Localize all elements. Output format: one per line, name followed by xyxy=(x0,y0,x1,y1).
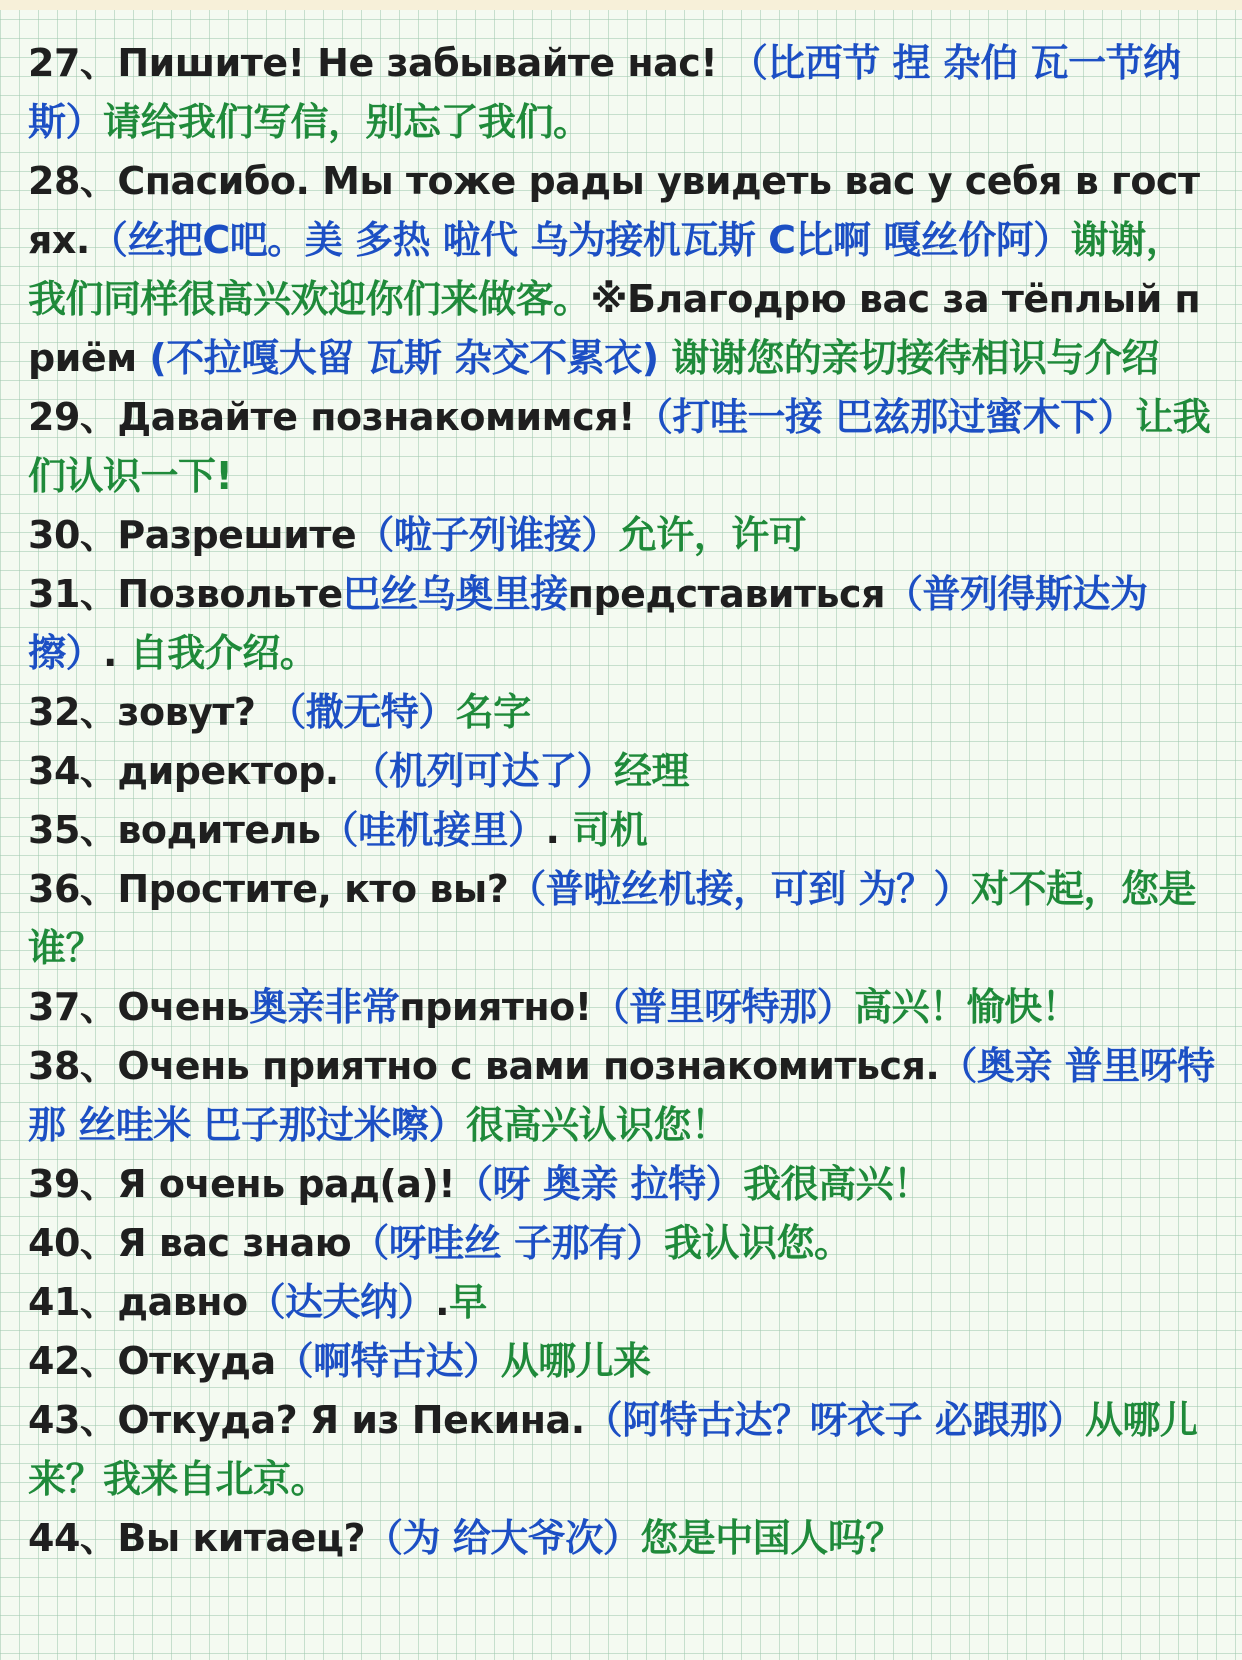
pronunciation-text: （为 给大爷次） xyxy=(365,1516,641,1560)
pronunciation-text: 奥亲非常 xyxy=(249,985,400,1029)
chinese-translation: 很高兴认识您！ xyxy=(465,1103,729,1147)
chinese-translation: 名字 xyxy=(455,690,531,734)
chinese-translation: 我认识您。 xyxy=(663,1221,852,1265)
pronunciation-text: （哇机接里） xyxy=(320,808,546,852)
pronunciation-text: （普里呀特那） xyxy=(591,985,855,1029)
phrase-entry-41 xyxy=(28,1273,1218,1332)
chinese-translation: 早 xyxy=(449,1280,487,1324)
russian-text: 29、Давайте познакомимся! xyxy=(28,395,635,439)
chinese-translation: 自我介绍。 xyxy=(129,631,318,675)
chinese-translation: 谢谢您的亲切接待相识与介绍 xyxy=(671,336,1159,380)
russian-text: представиться xyxy=(567,572,885,616)
phrase-entry-39 xyxy=(28,1155,1218,1214)
phrase-entry-34 xyxy=(28,742,1218,801)
phrase-entry-37 xyxy=(28,978,1218,1037)
chinese-translation: 让我们认识一下! xyxy=(28,395,1211,498)
phrase-entry-43 xyxy=(28,1391,1218,1509)
chinese-translation: 司机 xyxy=(572,808,648,852)
pronunciation-text: 巴丝乌奥里接 xyxy=(342,572,568,616)
phrase-entry-27 xyxy=(28,34,1218,152)
phrase-entry-30 xyxy=(28,506,1218,565)
russian-text: 41、давно xyxy=(28,1280,248,1324)
russian-text: 32、зовут? xyxy=(28,690,269,734)
russian-text: 39、Я очень рад(а)! xyxy=(28,1162,456,1206)
phrase-entry-35 xyxy=(28,801,1218,860)
chinese-translation: 谢谢，我们同样很高兴欢迎你们来做客。 xyxy=(28,218,1184,321)
chinese-translation: 从哪儿来？我来自北京。 xyxy=(28,1398,1198,1501)
chinese-translation: 经理 xyxy=(613,749,689,793)
phrase-entry-40 xyxy=(28,1214,1218,1273)
russian-text: . xyxy=(103,631,130,675)
top-decorative-strip xyxy=(0,0,1242,10)
russian-text: 40、Я вас знаю xyxy=(28,1221,352,1265)
pronunciation-text: （阿特古达？呀衣子 必跟那） xyxy=(584,1398,1085,1442)
chinese-translation: 高兴！愉快！ xyxy=(854,985,1080,1029)
russian-text: 42、Откуда xyxy=(28,1339,276,1383)
russian-text: 38、Очень приятно с вами познакомиться. xyxy=(28,1044,940,1088)
phrase-entry-38 xyxy=(28,1037,1218,1155)
pronunciation-text: （比西节 捏 杂伯 瓦一节纳斯） xyxy=(28,41,1181,144)
phrase-entry-36 xyxy=(28,860,1218,978)
pronunciation-text: （撒无特） xyxy=(268,690,456,734)
russian-text: 30、Разрешите xyxy=(28,513,357,557)
phrase-entry-29 xyxy=(28,388,1218,506)
chinese-translation: 从哪儿来 xyxy=(500,1339,651,1383)
pronunciation-text: （呀哇丝 子那有） xyxy=(351,1221,664,1265)
pronunciation-text: （呀 奥亲 拉特） xyxy=(455,1162,744,1206)
pronunciation-text: （丝把C吧。美 多热 啦代 乌为接机瓦斯 C比啊 嘎丝价阿） xyxy=(89,218,1071,262)
chinese-translation: 对不起，您是谁？ xyxy=(28,867,1196,970)
chinese-translation: 我很高兴！ xyxy=(743,1162,931,1206)
pronunciation-text: （啦子列谁接） xyxy=(356,513,619,557)
russian-text: ※Благодрю вас за тёплый приём xyxy=(28,277,1201,380)
pronunciation-text: （啊特古达） xyxy=(275,1339,501,1383)
russian-text: 36、Простите, кто вы? xyxy=(28,867,509,911)
russian-text: 43、Откуда? Я из Пекина. xyxy=(28,1398,585,1442)
pronunciation-text: （普列得斯达为擦） xyxy=(28,572,1148,675)
chinese-translation: 您是中国人吗？ xyxy=(640,1516,903,1560)
phrase-list xyxy=(28,34,1218,1568)
russian-text: 28、Спасибо. Мы тоже рады увидеть вас у себя в гостях. xyxy=(28,159,1200,262)
phrase-entry-44 xyxy=(28,1509,1218,1568)
russian-text: 37、Очень xyxy=(28,985,250,1029)
phrase-entry-28 xyxy=(28,152,1218,388)
russian-text: 34、директор. xyxy=(28,749,352,793)
phrase-entry-32 xyxy=(28,683,1218,742)
pronunciation-text: （普啦丝机接，可到 为？） xyxy=(508,867,971,911)
phrase-entry-42 xyxy=(28,1332,1218,1391)
russian-text: приятно! xyxy=(399,985,592,1029)
russian-text: . xyxy=(545,808,573,852)
pronunciation-text: （机列可达了） xyxy=(351,749,614,793)
chinese-translation: 允许，许可 xyxy=(618,513,807,557)
russian-text: 35、водитель xyxy=(28,808,321,852)
pronunciation-text: (不拉嘎大留 瓦斯 杂交不累衣) xyxy=(149,336,672,380)
pronunciation-text: （达夫纳） xyxy=(247,1280,436,1324)
russian-text: 44、Вы китаец? xyxy=(28,1516,366,1560)
russian-text: 27、Пишите! Не забывайте нас! xyxy=(28,41,730,85)
chinese-translation: 请给我们写信，别忘了我们。 xyxy=(103,100,591,144)
russian-text: 31、Позвольте xyxy=(28,572,343,616)
russian-text: . xyxy=(435,1280,450,1324)
pronunciation-text: （打哇一接 巴兹那过蜜木下） xyxy=(634,395,1136,439)
phrase-entry-31 xyxy=(28,565,1218,683)
pronunciation-text: （奥亲 普里呀特那 丝哇米 巴子那过米嚓） xyxy=(28,1044,1215,1147)
